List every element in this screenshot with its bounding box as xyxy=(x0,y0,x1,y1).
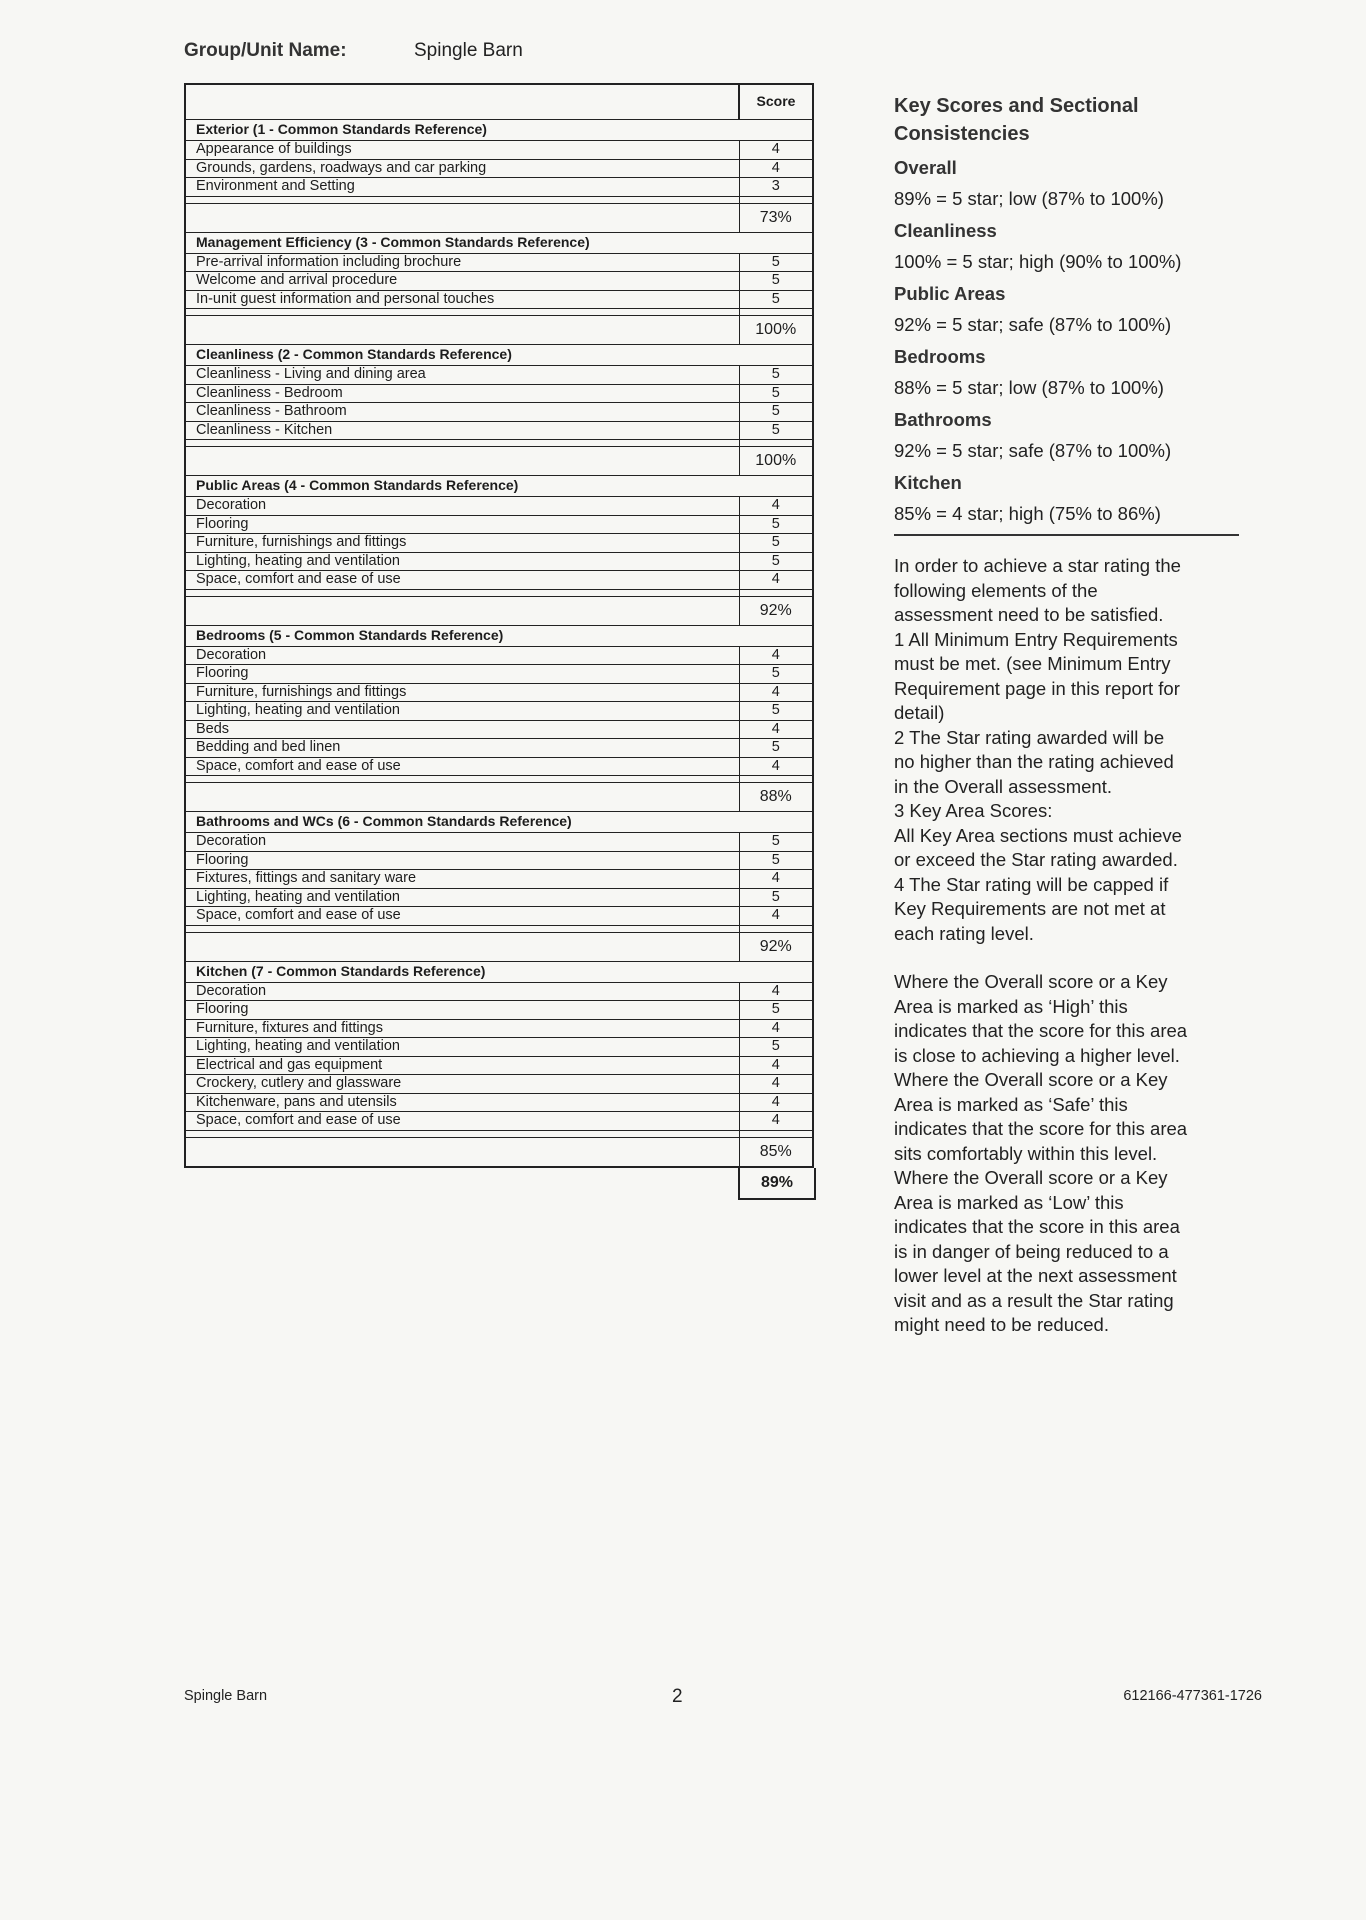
table-row xyxy=(185,421,813,440)
table-row xyxy=(185,702,813,721)
section-percent-blank xyxy=(185,447,739,476)
section-percent: 92% xyxy=(739,932,813,961)
criterion-label: Flooring xyxy=(185,665,739,684)
spacer-cell xyxy=(185,309,739,316)
footer-reference-number: 612166-477361-1726 xyxy=(1123,1688,1262,1704)
table-row xyxy=(185,870,813,889)
row-spacer xyxy=(185,1130,813,1137)
criterion-score: 5 xyxy=(739,552,813,571)
criterion-label: Appearance of buildings xyxy=(185,141,739,160)
criterion-label: Space, comfort and ease of use xyxy=(185,1112,739,1131)
criterion-score: 4 xyxy=(739,907,813,926)
section-title: Kitchen (7 - Common Standards Reference) xyxy=(185,961,813,982)
key-score-item xyxy=(894,471,1244,526)
key-score-value: 85% = 4 star; high (75% to 86%) xyxy=(894,502,1161,524)
section-percent-blank xyxy=(185,1137,739,1167)
criterion-label: Electrical and gas equipment xyxy=(185,1056,739,1075)
criterion-score: 5 xyxy=(739,253,813,272)
criterion-label: Grounds, gardens, roadways and car parking xyxy=(185,159,739,178)
spacer-cell xyxy=(185,196,739,203)
table-row xyxy=(185,1019,813,1038)
spacer-cell xyxy=(739,925,813,932)
criterion-label: Kitchenware, pans and utensils xyxy=(185,1093,739,1112)
table-row xyxy=(185,1001,813,1020)
table-row xyxy=(185,646,813,665)
criterion-score: 5 xyxy=(739,888,813,907)
notes-paragraph-high-safe-low: Where the Overall score or a Key Area is marked as ‘High’ this indicates that the score for this area is close to achieving a higher level. Where the Overall score or a Key Area is marked as ‘Safe’ this indicates that the score for this area sits comfortably within this level. Where the Overall score or a Key Area is marked as ‘Low’ this indicates that the score in this area is in danger of being reduced to a lower level at the next assessment visit and as a result the Star rating might need to be reduced. xyxy=(894,971,1188,1335)
criterion-score: 4 xyxy=(739,1112,813,1131)
group-unit-name-value: Spingle Barn xyxy=(414,40,523,61)
criterion-score: 5 xyxy=(739,739,813,758)
criterion-label: Pre-arrival information including brochure xyxy=(185,253,739,272)
section-percent-row xyxy=(185,783,813,812)
criterion-label: Furniture, furnishings and fittings xyxy=(185,534,739,553)
criterion-score: 3 xyxy=(739,178,813,197)
criterion-score: 4 xyxy=(739,683,813,702)
criterion-label: Fixtures, fittings and sanitary ware xyxy=(185,870,739,889)
key-score-value: 89% = 5 star; low (87% to 100%) xyxy=(894,187,1164,209)
key-score-item xyxy=(894,219,1244,274)
section-title: Cleanliness (2 - Common Standards Reference) xyxy=(185,345,813,366)
criterion-score: 4 xyxy=(739,757,813,776)
criterion-label: Space, comfort and ease of use xyxy=(185,571,739,590)
criterion-label: Cleanliness - Bedroom xyxy=(185,384,739,403)
row-spacer xyxy=(185,440,813,447)
criterion-score: 5 xyxy=(739,515,813,534)
spacer-cell xyxy=(739,440,813,447)
row-spacer xyxy=(185,776,813,783)
criterion-score: 4 xyxy=(739,141,813,160)
table-row xyxy=(185,1075,813,1094)
section-percent-blank xyxy=(185,316,739,345)
criterion-score: 4 xyxy=(739,646,813,665)
score-table-wrapper xyxy=(184,83,812,1191)
table-row xyxy=(185,384,813,403)
table-row xyxy=(185,366,813,385)
table-row xyxy=(185,141,813,160)
section-header-row xyxy=(185,625,813,646)
criterion-label: Lighting, heating and ventilation xyxy=(185,1038,739,1057)
criterion-score: 4 xyxy=(739,1075,813,1094)
spacer-cell xyxy=(739,196,813,203)
section-header-row xyxy=(185,476,813,497)
spacer-cell xyxy=(739,309,813,316)
table-row xyxy=(185,757,813,776)
section-percent: 73% xyxy=(739,203,813,232)
criterion-score: 5 xyxy=(739,665,813,684)
section-percent-blank xyxy=(185,783,739,812)
table-row xyxy=(185,1056,813,1075)
criterion-score: 5 xyxy=(739,1001,813,1020)
section-title: Management Efficiency (3 - Common Standards Reference) xyxy=(185,232,813,253)
table-row xyxy=(185,534,813,553)
score-column-header: Score xyxy=(739,84,813,120)
spacer-cell xyxy=(185,589,739,596)
criterion-label: Beds xyxy=(185,720,739,739)
criterion-score: 5 xyxy=(739,272,813,291)
criterion-score: 4 xyxy=(739,497,813,516)
criterion-score: 4 xyxy=(739,1019,813,1038)
table-row xyxy=(185,552,813,571)
section-percent: 100% xyxy=(739,447,813,476)
criterion-label: Lighting, heating and ventilation xyxy=(185,702,739,721)
criterion-score: 5 xyxy=(739,421,813,440)
table-row xyxy=(185,888,813,907)
criterion-label: Cleanliness - Living and dining area xyxy=(185,366,739,385)
criterion-label: Decoration xyxy=(185,646,739,665)
section-percent: 92% xyxy=(739,596,813,625)
criterion-score: 4 xyxy=(739,1056,813,1075)
table-row xyxy=(185,272,813,291)
key-score-item xyxy=(894,345,1244,400)
criterion-score: 5 xyxy=(739,384,813,403)
table-row xyxy=(185,290,813,309)
section-percent-row xyxy=(185,316,813,345)
table-row xyxy=(185,159,813,178)
spacer-cell xyxy=(185,925,739,932)
section-header-row xyxy=(185,120,813,141)
spacer-cell xyxy=(739,776,813,783)
section-percent: 100% xyxy=(739,316,813,345)
section-header-row xyxy=(185,812,813,833)
table-row xyxy=(185,683,813,702)
key-score-title: Cleanliness xyxy=(894,220,997,241)
section-header-row xyxy=(185,961,813,982)
key-score-item xyxy=(894,282,1244,337)
section-percent-row xyxy=(185,203,813,232)
spacer-cell xyxy=(185,1130,739,1137)
key-score-value: 92% = 5 star; safe (87% to 100%) xyxy=(894,313,1172,335)
table-row xyxy=(185,982,813,1001)
criterion-label: In-unit guest information and personal touches xyxy=(185,290,739,309)
key-scores-list xyxy=(894,156,1244,526)
key-score-title: Bathrooms xyxy=(894,409,992,430)
criterion-label: Space, comfort and ease of use xyxy=(185,757,739,776)
table-row xyxy=(185,1112,813,1131)
criterion-label: Decoration xyxy=(185,982,739,1001)
key-score-value: 88% = 5 star; low (87% to 100%) xyxy=(894,376,1164,398)
spacer-cell xyxy=(739,589,813,596)
section-percent-row xyxy=(185,932,813,961)
section-title: Exterior (1 - Common Standards Reference) xyxy=(185,120,813,141)
criterion-score: 4 xyxy=(739,159,813,178)
criterion-score: 5 xyxy=(739,702,813,721)
key-score-item xyxy=(894,156,1244,211)
criterion-label: Crockery, cutlery and glassware xyxy=(185,1075,739,1094)
score-header-blank xyxy=(185,84,739,120)
key-scores-title: Key Scores and Sectional Consistencies xyxy=(894,95,1139,145)
overall-score: 89% xyxy=(738,1168,816,1200)
score-table xyxy=(184,83,814,1168)
criterion-score: 5 xyxy=(739,851,813,870)
section-title: Bathrooms and WCs (6 - Common Standards Reference) xyxy=(185,812,813,833)
section-title: Bedrooms (5 - Common Standards Reference) xyxy=(185,625,813,646)
row-spacer xyxy=(185,589,813,596)
criterion-label: Lighting, heating and ventilation xyxy=(185,888,739,907)
criterion-score: 4 xyxy=(739,982,813,1001)
table-row xyxy=(185,851,813,870)
criterion-label: Flooring xyxy=(185,515,739,534)
criterion-label: Decoration xyxy=(185,833,739,852)
section-percent: 88% xyxy=(739,783,813,812)
table-row xyxy=(185,178,813,197)
key-score-value: 92% = 5 star; safe (87% to 100%) xyxy=(894,439,1172,461)
criterion-label: Welcome and arrival procedure xyxy=(185,272,739,291)
group-unit-name-label: Group/Unit Name: xyxy=(184,40,347,61)
section-header-row xyxy=(185,232,813,253)
key-score-title: Kitchen xyxy=(894,472,962,493)
table-row xyxy=(185,1038,813,1057)
criterion-label: Environment and Setting xyxy=(185,178,739,197)
table-row xyxy=(185,497,813,516)
spacer-cell xyxy=(185,776,739,783)
row-spacer xyxy=(185,925,813,932)
score-header-row xyxy=(185,84,813,120)
row-spacer xyxy=(185,309,813,316)
criterion-score: 4 xyxy=(739,720,813,739)
section-percent-row xyxy=(185,447,813,476)
section-header-row xyxy=(185,345,813,366)
section-percent-row xyxy=(185,596,813,625)
table-row xyxy=(185,720,813,739)
criterion-score: 5 xyxy=(739,1038,813,1057)
section-percent: 85% xyxy=(739,1137,813,1167)
key-scores-panel xyxy=(894,92,1244,1338)
criterion-score: 5 xyxy=(739,833,813,852)
criterion-score: 4 xyxy=(739,571,813,590)
table-row xyxy=(185,515,813,534)
table-row xyxy=(185,665,813,684)
table-row xyxy=(185,403,813,422)
section-percent-blank xyxy=(185,596,739,625)
page-number: 2 xyxy=(672,1686,683,1707)
table-row xyxy=(185,739,813,758)
criterion-label: Bedding and bed linen xyxy=(185,739,739,758)
section-title: Public Areas (4 - Common Standards Reference) xyxy=(185,476,813,497)
criterion-label: Furniture, fixtures and fittings xyxy=(185,1019,739,1038)
criterion-score: 5 xyxy=(739,290,813,309)
criterion-label: Cleanliness - Bathroom xyxy=(185,403,739,422)
key-score-title: Public Areas xyxy=(894,283,1006,304)
table-row xyxy=(185,1093,813,1112)
row-spacer xyxy=(185,196,813,203)
criterion-score: 5 xyxy=(739,366,813,385)
section-percent-blank xyxy=(185,932,739,961)
table-row xyxy=(185,571,813,590)
criterion-label: Space, comfort and ease of use xyxy=(185,907,739,926)
section-percent-row xyxy=(185,1137,813,1167)
criterion-score: 4 xyxy=(739,870,813,889)
criterion-label: Furniture, furnishings and fittings xyxy=(185,683,739,702)
key-score-title: Overall xyxy=(894,157,957,178)
footer-unit-name: Spingle Barn xyxy=(184,1688,268,1704)
criterion-score: 5 xyxy=(739,403,813,422)
key-score-item xyxy=(894,408,1244,463)
criterion-label: Decoration xyxy=(185,497,739,516)
spacer-cell xyxy=(185,440,739,447)
section-percent-blank xyxy=(185,203,739,232)
table-row xyxy=(185,253,813,272)
criterion-label: Flooring xyxy=(185,1001,739,1020)
table-row xyxy=(185,907,813,926)
criterion-label: Cleanliness - Kitchen xyxy=(185,421,739,440)
notes-paragraph-rating-requirements: In order to achieve a star rating the following elements of the assessment need to be satisfied. 1 All Minimum Entry Requirements must be met. (see Minimum Entry Requirement page in this report for detail) 2 The Star rating awarded will be no higher than the rating achieved in the Overall assessment. 3 Key Area Scores: All Key Area sections must achieve or exceed the Star rating awarded. 4 The Star rating will be capped if Key Requirements are not met at each rating level. xyxy=(894,555,1182,944)
divider xyxy=(894,534,1239,536)
criterion-label: Flooring xyxy=(185,851,739,870)
criterion-score: 5 xyxy=(739,534,813,553)
group-unit-name-header xyxy=(184,40,523,62)
criterion-score: 4 xyxy=(739,1093,813,1112)
key-score-value: 100% = 5 star; high (90% to 100%) xyxy=(894,250,1182,272)
spacer-cell xyxy=(739,1130,813,1137)
key-score-title: Bedrooms xyxy=(894,346,986,367)
criterion-label: Lighting, heating and ventilation xyxy=(185,552,739,571)
table-row xyxy=(185,833,813,852)
